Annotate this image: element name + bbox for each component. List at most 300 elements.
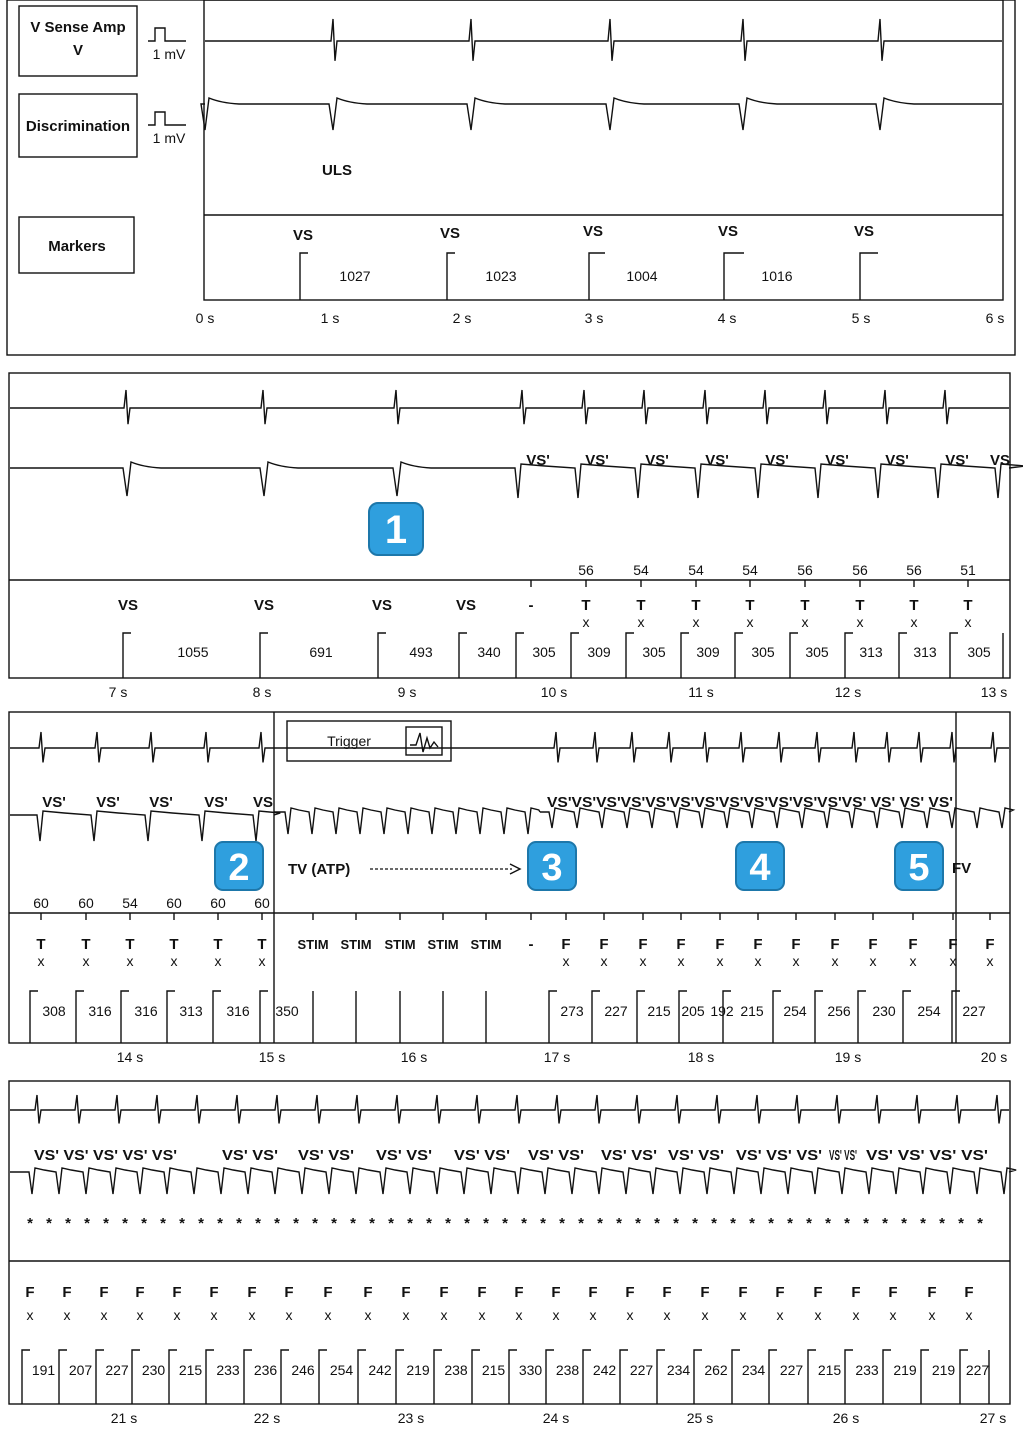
- panel-3-frame: [9, 712, 1010, 1043]
- time-tick-label: 27 s: [979, 1410, 1007, 1426]
- time-tick-label: 18 s: [687, 1049, 715, 1065]
- star-mark: *: [198, 1215, 204, 1232]
- x-mark: x: [639, 953, 647, 969]
- x-mark: x: [869, 953, 877, 969]
- marker-vs: VS: [292, 227, 314, 244]
- panel-2-minor-ticks: [531, 580, 968, 587]
- interval-value: 305: [642, 644, 666, 660]
- discrimination-trace: [201, 98, 1002, 130]
- x-mark: x: [663, 1307, 671, 1323]
- star-mark: *: [768, 1215, 774, 1232]
- panel-2-counts: [578, 562, 976, 578]
- panel-2: [9, 373, 1023, 700]
- vs-prime-group: VS' VS' VS' VS' VS': [34, 1147, 177, 1164]
- trigger-label: Trigger: [327, 733, 371, 749]
- x-mark: x: [677, 953, 685, 969]
- badge-number: 3: [541, 847, 563, 889]
- marker-f: F: [439, 1284, 449, 1301]
- badge-number: 2: [228, 847, 250, 889]
- time-tick-label: 25 s: [686, 1410, 714, 1426]
- interval-value: 313: [913, 644, 937, 660]
- x-mark: x: [26, 1307, 34, 1323]
- vs-prime-run: VS'VS'VS'VS'VS'VS'VS'VS'VS'VS'VS'VS'VS' VS' VS' VS': [547, 794, 953, 811]
- time-tick-label: 19 s: [834, 1049, 862, 1065]
- time-tick-label: 1 s: [320, 310, 340, 326]
- count-value: 54: [742, 562, 758, 578]
- star-mark: *: [483, 1215, 489, 1232]
- star-mark: *: [312, 1215, 318, 1232]
- x-mark: x: [754, 953, 762, 969]
- vs-prime-label: VS': [705, 452, 729, 469]
- interval-value: 313: [179, 1003, 203, 1019]
- star-mark: *: [236, 1215, 242, 1232]
- count-value: 60: [78, 895, 94, 911]
- count-value: 56: [852, 562, 868, 578]
- x-mark: x: [210, 1307, 218, 1323]
- panel-2-markers: [118, 597, 973, 614]
- star-mark: *: [179, 1215, 185, 1232]
- marker-t: T: [125, 936, 135, 953]
- vs-prime-group: VS' VS': [298, 1147, 354, 1164]
- tv-atp-label: TV (ATP): [288, 861, 351, 878]
- x-mark: x: [852, 1307, 860, 1323]
- interval-value: 215: [647, 1003, 671, 1019]
- interval-value: 215: [740, 1003, 764, 1019]
- interval-value: 493: [409, 644, 433, 660]
- x-mark: x: [856, 614, 864, 630]
- interval-value: 330: [518, 1362, 543, 1378]
- x-mark: x: [600, 953, 608, 969]
- time-tick-label: 21 s: [110, 1410, 138, 1426]
- fv-label: FV: [952, 860, 972, 877]
- marker-f: F: [209, 1284, 219, 1301]
- panel-3-x-marks: [38, 953, 994, 969]
- marker-f: F: [964, 1284, 974, 1301]
- interval-value: 305: [532, 644, 556, 660]
- star-mark: *: [730, 1215, 736, 1232]
- time-tick-label: 14 s: [116, 1049, 144, 1065]
- marker-f: F: [561, 936, 571, 953]
- marker-f: F: [985, 936, 995, 953]
- star-mark: *: [635, 1215, 641, 1232]
- interval-value: 340: [477, 644, 501, 660]
- x-mark: x: [285, 1307, 293, 1323]
- x-mark: x: [626, 1307, 634, 1323]
- vs-prime-label: VS': [645, 452, 669, 469]
- time-tick-label: 5 s: [851, 310, 871, 326]
- vs-prime-label: VS': [585, 452, 609, 469]
- interval-value: 262: [704, 1362, 728, 1378]
- vs-prime-label: VS': [96, 794, 120, 811]
- interval-value: 691: [309, 644, 333, 660]
- x-mark: x: [910, 614, 918, 630]
- marker-vs: VS: [717, 223, 739, 240]
- vsense-label-line1: V Sense Amp: [30, 19, 126, 36]
- calibration-pulse-discrimination: [148, 112, 186, 125]
- panel-1-markers: [293, 223, 874, 244]
- marker-f: F: [363, 1284, 373, 1301]
- marker-f: F: [599, 936, 609, 953]
- star-mark: *: [749, 1215, 755, 1232]
- time-tick-label: 22 s: [253, 1410, 281, 1426]
- interval-value: 308: [42, 1003, 66, 1019]
- count-value: 54: [633, 562, 649, 578]
- interval-value: 254: [783, 1003, 807, 1019]
- vsense-label-line2: V: [72, 42, 84, 59]
- interval-value: 219: [893, 1362, 917, 1378]
- interval-value: 1055: [177, 644, 209, 660]
- interval-value: 219: [931, 1362, 956, 1378]
- uls-annotation: ULS: [322, 162, 352, 179]
- interval-value: 233: [216, 1362, 240, 1378]
- interval-value: 254: [329, 1362, 354, 1378]
- count-value: 56: [906, 562, 922, 578]
- x-mark: x: [792, 953, 800, 969]
- marker-f: F: [676, 936, 686, 953]
- star-mark: *: [255, 1215, 261, 1232]
- trigger-box: [287, 721, 451, 761]
- marker-f: F: [753, 936, 763, 953]
- marker-f: F: [738, 1284, 748, 1301]
- star-mark: *: [27, 1215, 33, 1232]
- interval-value: 227: [962, 1003, 986, 1019]
- vs-prime-label: VS': [765, 452, 789, 469]
- interval-value: 192: [710, 1003, 734, 1019]
- star-mark: *: [65, 1215, 71, 1232]
- interval-value: 242: [368, 1362, 392, 1378]
- star-mark: *: [426, 1215, 432, 1232]
- interval-value: 205: [681, 1003, 705, 1019]
- vs-prime-label: VS': [825, 452, 849, 469]
- interval-value: 236: [253, 1362, 278, 1378]
- x-mark: x: [831, 953, 839, 969]
- panel-3-minor-ticks: [41, 913, 990, 920]
- star-mark: *: [711, 1215, 717, 1232]
- vs-prime-group: VS' VS': [454, 1147, 510, 1164]
- markers-label: Markers: [48, 238, 106, 255]
- marker-f: F: [888, 1284, 898, 1301]
- marker-f: F: [868, 936, 878, 953]
- vs-prime-group: VS' VS': [829, 1147, 857, 1164]
- badge-number: 4: [749, 847, 771, 889]
- marker-stim: STIM: [297, 937, 329, 952]
- star-mark: *: [84, 1215, 90, 1232]
- marker-t: T: [81, 936, 91, 953]
- interval-value: 305: [805, 644, 829, 660]
- badge-1: [369, 503, 423, 555]
- time-tick-label: 15 s: [258, 1049, 286, 1065]
- star-mark: *: [217, 1215, 223, 1232]
- time-tick-label: 6 s: [985, 310, 1005, 326]
- x-mark: x: [986, 953, 994, 969]
- x-mark: x: [63, 1307, 71, 1323]
- interval-value: 309: [587, 644, 611, 660]
- marker-vs: VS: [582, 223, 604, 240]
- star-mark: *: [464, 1215, 470, 1232]
- panel-1: [7, 0, 1015, 355]
- star-mark: *: [445, 1215, 451, 1232]
- interval-value: 227: [604, 1003, 628, 1019]
- x-mark: x: [692, 614, 700, 630]
- marker-vs: VS: [117, 597, 139, 614]
- star-mark: *: [540, 1215, 546, 1232]
- marker-f: F: [514, 1284, 524, 1301]
- time-tick-label: 3 s: [584, 310, 604, 326]
- interval-value: 309: [696, 644, 720, 660]
- vs-prime-label: VS': [885, 452, 909, 469]
- vs-prime-label: VS': [526, 452, 550, 469]
- marker-f: F: [551, 1284, 561, 1301]
- marker-vs: VS: [439, 225, 461, 242]
- time-tick-label: 0 s: [195, 310, 215, 326]
- marker-f: F: [662, 1284, 672, 1301]
- marker-vs: VS: [253, 597, 275, 614]
- interval-value: 230: [141, 1362, 166, 1378]
- x-mark: x: [776, 1307, 784, 1323]
- badge-2: [215, 842, 263, 890]
- vs-prime-group: VS' VS': [601, 1147, 657, 1164]
- vs-prime-group: VS' VS' VS': [736, 1147, 822, 1164]
- badge-3: [528, 842, 576, 890]
- vsense-label-box: [19, 6, 137, 76]
- star-mark: *: [407, 1215, 413, 1232]
- interval-value: 207: [68, 1362, 93, 1378]
- panel-2-x-marks: [583, 614, 972, 630]
- marker-f: F: [908, 936, 918, 953]
- x-mark: x: [801, 614, 809, 630]
- interval-value: 1016: [761, 268, 793, 284]
- marker-f: F: [791, 936, 801, 953]
- panel-3: [9, 712, 1013, 1065]
- x-mark: x: [965, 1307, 973, 1323]
- x-mark: x: [949, 953, 957, 969]
- marker-t: T: [855, 597, 865, 614]
- marker-f: F: [851, 1284, 861, 1301]
- marker-t: T: [36, 936, 46, 953]
- star-mark: *: [692, 1215, 698, 1232]
- panel-3-vs-labels: [42, 794, 953, 811]
- discrimination-label: Discrimination: [25, 118, 131, 135]
- marker-stim: STIM: [470, 937, 502, 952]
- interval-value: 350: [275, 1003, 299, 1019]
- marker-vs: VS: [371, 597, 393, 614]
- star-mark: *: [901, 1215, 907, 1232]
- marker-t: T: [745, 597, 755, 614]
- panel-3-time-axis: [117, 1049, 1007, 1065]
- marker-t: T: [581, 597, 591, 614]
- panel-4-marker-flags: [22, 1350, 989, 1404]
- star-mark: *: [977, 1215, 983, 1232]
- count-value: 60: [166, 895, 182, 911]
- interval-value: 316: [88, 1003, 112, 1019]
- badge-number: 5: [908, 847, 930, 889]
- x-mark: x: [126, 953, 134, 969]
- star-mark: *: [559, 1215, 565, 1232]
- panel-3-marker-flags: [30, 991, 960, 1043]
- star-mark: *: [939, 1215, 945, 1232]
- interval-value: 246: [291, 1362, 315, 1378]
- noise-star-row: [27, 1215, 983, 1232]
- interval-value: 1023: [485, 268, 517, 284]
- x-mark: x: [258, 953, 266, 969]
- x-mark: x: [37, 953, 45, 969]
- interval-value: 191: [31, 1362, 56, 1378]
- star-mark: *: [578, 1215, 584, 1232]
- vs-prime-label: VS': [42, 794, 66, 811]
- panel-4-x-marks: [27, 1307, 973, 1323]
- marker-f: F: [927, 1284, 937, 1301]
- panel-1-intervals: [339, 268, 792, 284]
- panel-4-vs-labels: [34, 1147, 988, 1164]
- interval-value: 227: [779, 1362, 804, 1378]
- time-tick-label: 8 s: [252, 684, 272, 700]
- star-mark: *: [882, 1215, 888, 1232]
- count-value: 60: [33, 895, 49, 911]
- x-mark: x: [909, 953, 917, 969]
- interval-value: 227: [105, 1362, 129, 1378]
- interval-value: 1004: [626, 268, 658, 284]
- interval-value: 305: [967, 644, 991, 660]
- x-mark: x: [562, 953, 570, 969]
- vs-prime-group: VS' VS': [376, 1147, 432, 1164]
- marker-f: F: [775, 1284, 785, 1301]
- x-mark: x: [701, 1307, 709, 1323]
- x-mark: x: [739, 1307, 747, 1323]
- time-tick-label: 11 s: [688, 684, 714, 700]
- marker-f: F: [813, 1284, 823, 1301]
- interval-value: 227: [965, 1362, 990, 1378]
- interval-value: 316: [226, 1003, 250, 1019]
- marker-f: F: [700, 1284, 710, 1301]
- marker-f: F: [625, 1284, 635, 1301]
- interval-value: 256: [827, 1003, 851, 1019]
- star-mark: *: [806, 1215, 812, 1232]
- time-tick-label: 10 s: [540, 684, 568, 700]
- x-mark: x: [589, 1307, 597, 1323]
- vs-prime-group: VS' VS': [668, 1147, 724, 1164]
- badge-4: [736, 842, 784, 890]
- marker-f: F: [172, 1284, 182, 1301]
- interval-value: 1027: [339, 268, 371, 284]
- vsense-trace: [10, 1095, 1009, 1124]
- count-value: 60: [210, 895, 226, 911]
- star-mark: *: [122, 1215, 128, 1232]
- star-mark: *: [654, 1215, 660, 1232]
- count-value: 56: [578, 562, 594, 578]
- vs-prime-label: VS': [149, 794, 173, 811]
- panel-3-stim-markers: [297, 936, 533, 953]
- marker-f: F: [284, 1284, 294, 1301]
- x-mark: x: [136, 1307, 144, 1323]
- x-mark: x: [716, 953, 724, 969]
- marker-f: F: [135, 1284, 145, 1301]
- panel-2-intervals: [177, 644, 990, 660]
- interval-value: 234: [666, 1362, 691, 1378]
- time-tick-label: 24 s: [542, 1410, 570, 1426]
- time-tick-label: 13 s: [980, 684, 1008, 700]
- star-mark: *: [673, 1215, 679, 1232]
- time-tick-label: 26 s: [832, 1410, 860, 1426]
- marker-t: T: [909, 597, 919, 614]
- interval-value: 215: [481, 1362, 506, 1378]
- marker-vs: VS: [455, 597, 477, 614]
- marker-dash: -: [528, 936, 534, 953]
- time-tick-label: 20 s: [980, 1049, 1008, 1065]
- marker-t: T: [257, 936, 267, 953]
- x-mark: x: [964, 614, 972, 630]
- marker-t: T: [800, 597, 810, 614]
- interval-value: 313: [859, 644, 883, 660]
- x-mark: x: [582, 614, 590, 630]
- time-tick-label: 17 s: [543, 1049, 571, 1065]
- panel-1-time-axis: [196, 310, 1005, 326]
- star-mark: *: [844, 1215, 850, 1232]
- interval-value: 215: [178, 1362, 203, 1378]
- x-mark: x: [478, 1307, 486, 1323]
- x-mark: x: [814, 1307, 822, 1323]
- time-tick-label: 2 s: [452, 310, 472, 326]
- interval-value: 230: [872, 1003, 896, 1019]
- discrimination-scale-label: 1 mV: [152, 130, 186, 146]
- vs-prime-group: VS' VS' VS' VS': [866, 1147, 988, 1164]
- star-mark: *: [350, 1215, 356, 1232]
- interval-value: 238: [444, 1362, 468, 1378]
- interval-value: 219: [406, 1362, 430, 1378]
- discrimination-trace: [10, 808, 1013, 841]
- panel-3-f-markers: [561, 936, 994, 953]
- time-tick-label: 7 s: [108, 684, 128, 700]
- interval-value: 273: [560, 1003, 584, 1019]
- panel-4-intervals: [32, 1362, 990, 1378]
- marker-t: T: [691, 597, 701, 614]
- interval-value: 227: [629, 1362, 654, 1378]
- panel-4-time-axis: [111, 1410, 1006, 1426]
- discrimination-trace: [10, 1168, 1016, 1194]
- discrimination-trace: [10, 462, 1023, 498]
- x-mark: x: [515, 1307, 523, 1323]
- marker-stim: STIM: [384, 937, 416, 952]
- interval-value: 316: [134, 1003, 158, 1019]
- interval-value: 234: [741, 1362, 766, 1378]
- x-mark: x: [552, 1307, 560, 1323]
- marker-f: F: [638, 936, 648, 953]
- count-value: 54: [122, 895, 138, 911]
- star-mark: *: [274, 1215, 280, 1232]
- vs-label: VS: [252, 794, 274, 811]
- x-mark: x: [440, 1307, 448, 1323]
- star-mark: *: [160, 1215, 166, 1232]
- marker-f: F: [948, 936, 958, 953]
- x-mark: x: [364, 1307, 372, 1323]
- time-tick-label: 9 s: [397, 684, 417, 700]
- time-tick-label: 16 s: [400, 1049, 428, 1065]
- marker-f: F: [401, 1284, 411, 1301]
- marker-f: F: [99, 1284, 109, 1301]
- marker-t: T: [169, 936, 179, 953]
- vsense-trace: [10, 390, 1009, 424]
- calibration-pulse-vsense: [148, 28, 186, 41]
- star-mark: *: [787, 1215, 793, 1232]
- badge-5: [895, 842, 943, 890]
- x-mark: x: [746, 614, 754, 630]
- marker-t: T: [213, 936, 223, 953]
- panel-3-t-markers: [36, 936, 266, 953]
- panel-3-counts: [33, 895, 270, 911]
- star-mark: *: [331, 1215, 337, 1232]
- vsense-trace: [205, 19, 1002, 61]
- star-mark: *: [388, 1215, 394, 1232]
- panel-3-intervals: [42, 1003, 986, 1019]
